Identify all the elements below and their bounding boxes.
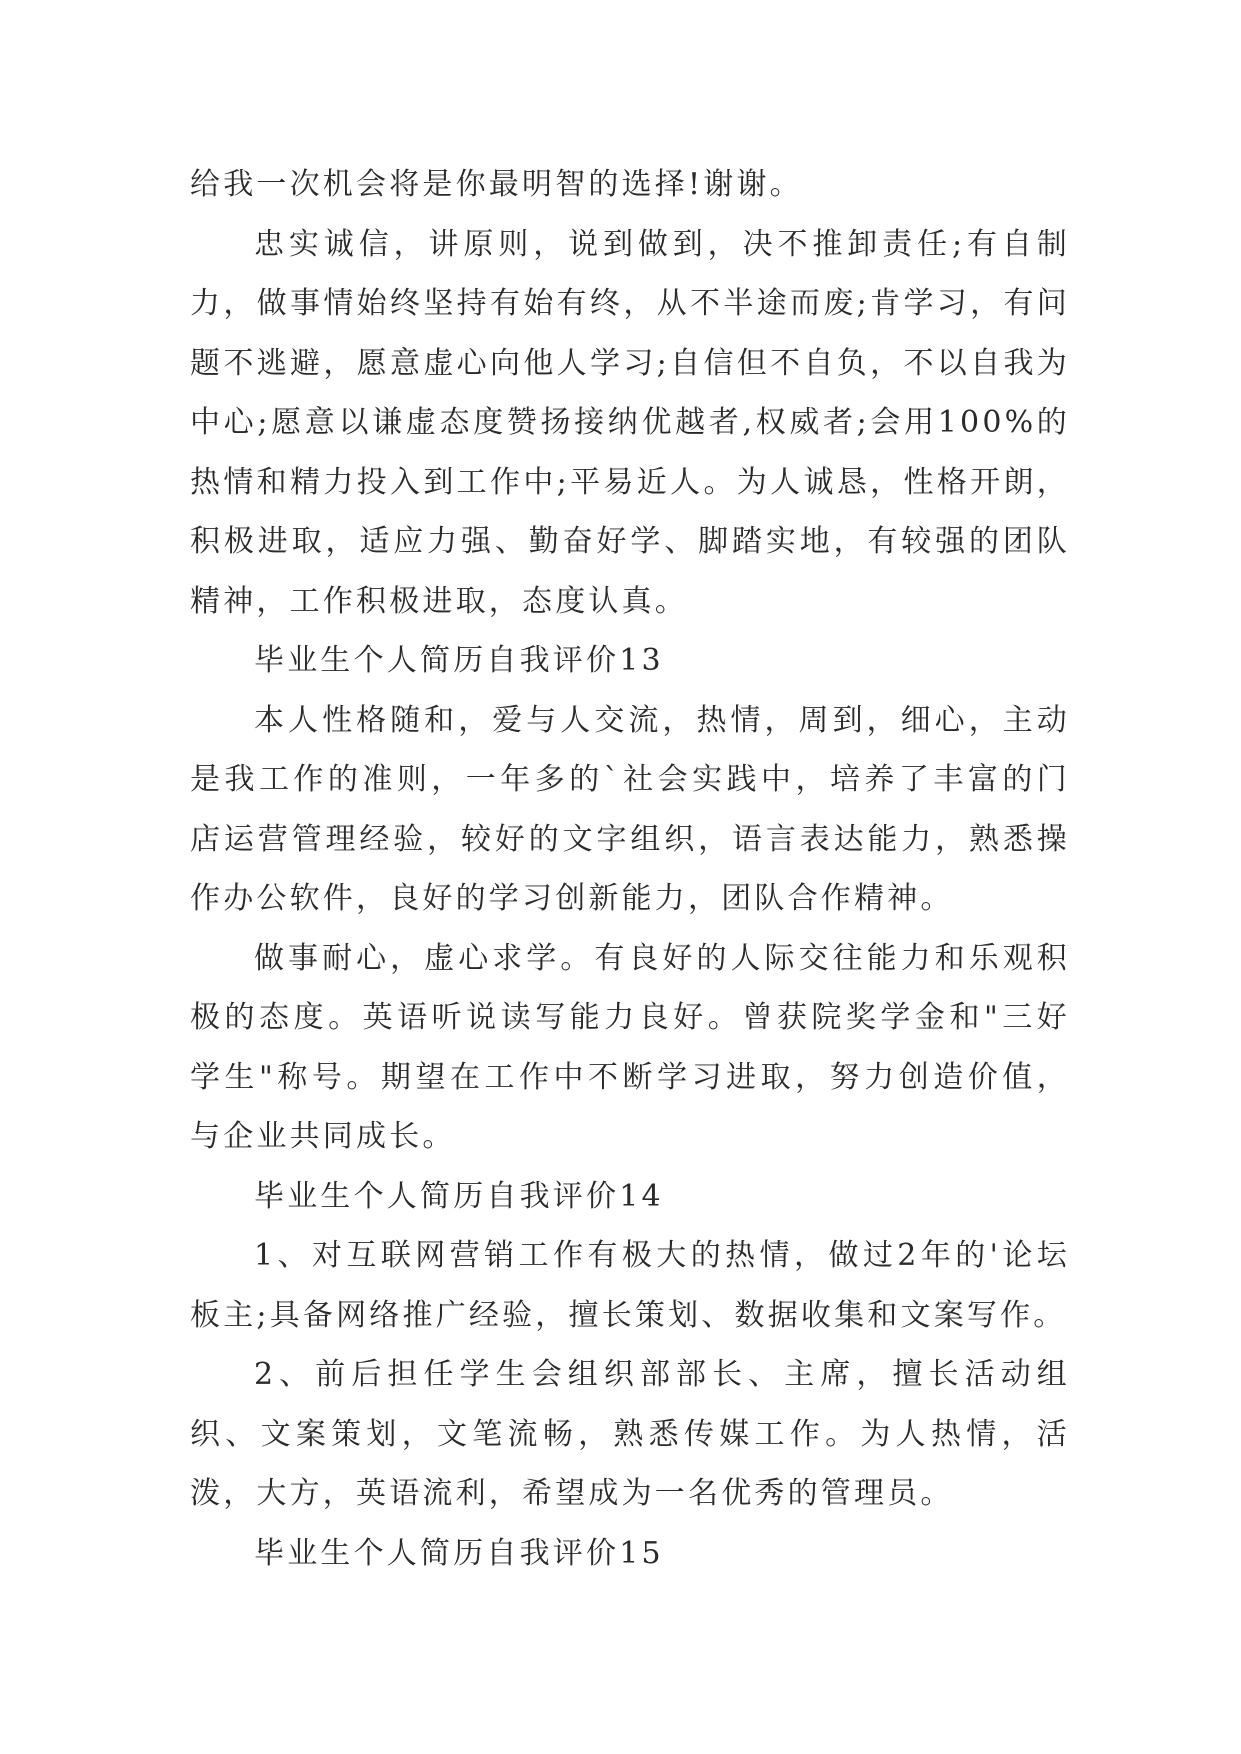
section-heading-13: 毕业生个人简历自我评价13: [254, 643, 664, 678]
paragraph-self-evaluation-14-item-2: 2、前后担任学生会组织部部长、主席，擅长活动组织、文案策划，文笔流畅，熟悉传媒工作。为人热情，活泼，大方，英语流利，希望成为一名优秀的管理员。: [190, 1357, 1070, 1511]
paragraph-self-evaluation-14-item-1: 1、对互联网营销工作有极大的热情，做过2年的'论坛板主;具备网络推广经验，擅长策划、数据收集和文案写作。: [190, 1238, 1070, 1333]
paragraph-closing-line: 给我一次机会将是你最明智的选择!谢谢。: [190, 167, 803, 202]
section-heading-15: 毕业生个人简历自我评价15: [254, 1535, 664, 1571]
paragraph-self-evaluation-13-a: 本人性格随和，爱与人交流，热情，周到，细心，主动是我工作的准则，一年多的`社会实践中，培养了丰富的门店运营管理经验，较好的文字组织，语言表达能力，熟悉操作办公软件，良好的学习创新能力，团队合作精神。: [190, 702, 1070, 916]
paragraph-self-evaluation-12: 忠实诚信，讲原则，说到做到，决不推卸责任;有自制力，做事情始终坚持有始有终，从不半途而废;肯学习，有问题不逃避，愿意虚心向他人学习;自信但不自负，不以自我为中心;愿意以谦虚态度赞扬接纳优越者,权威者;会用100%的热情和精力投入到工作中;平易近人。为人诚恳，性格开朗，积极进取，适应力强、勤奋好学、脚踏实地，有较强的团队精神，工作积极进取，态度认真。: [190, 226, 1070, 619]
paragraph-self-evaluation-13-b: 做事耐心，虚心求学。有良好的人际交往能力和乐观积极的态度。英语听说读写能力良好。曾获院奖学金和"三好学生"称号。期望在工作中不断学习进取，努力创造价值，与企业共同成长。: [190, 940, 1070, 1154]
document-body: [190, 155, 1070, 1583]
section-heading-14: 毕业生个人简历自我评价14: [254, 1178, 664, 1214]
